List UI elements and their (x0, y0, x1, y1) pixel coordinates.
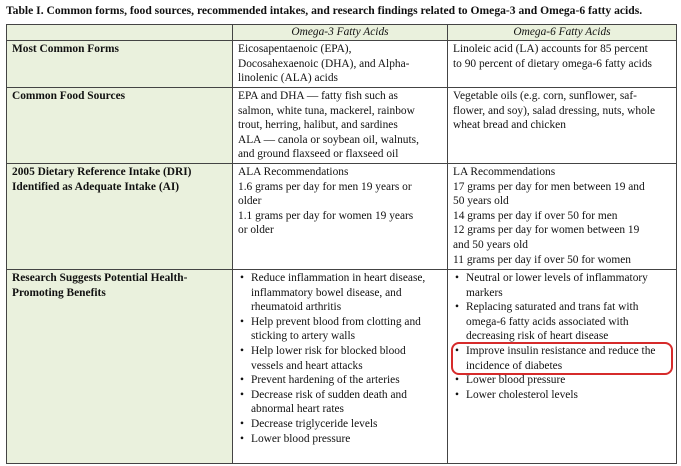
row-food-sources (7, 88, 677, 164)
row-label (7, 88, 233, 164)
cell-text-line: ALA Recommendations (238, 166, 349, 178)
benefit-bullet-item (238, 373, 442, 388)
cell-text-line: EPA and DHA — fatty fish such as (238, 90, 398, 102)
bullet-text-line: • Decrease risk of sudden death and (251, 388, 407, 401)
cell-text-line: 50 years old (453, 195, 509, 208)
row-label (7, 270, 233, 464)
cell-text-line: Common Food Sources (12, 90, 126, 102)
header-omega3: Omega-3 Fatty Acids (233, 25, 448, 41)
omega6-cell (448, 164, 677, 270)
bullet-text-line: • Prevent hardening of the arteries (251, 374, 400, 387)
benefit-bullet-item (238, 271, 442, 315)
cell-text-line: ALA — canola or soybean oil, walnuts, (238, 133, 419, 146)
bullet-text-line: • Decrease triglyceride levels (251, 417, 378, 430)
row-common-forms (7, 41, 677, 88)
benefit-bullet-item (238, 315, 442, 344)
cell-text-line: Docosahexaenoic (DHA), and Alpha- (238, 57, 410, 70)
cell-text-line: and 50 years old (453, 238, 528, 251)
cell-text-line: Research Suggests Potential Health- (12, 272, 188, 284)
bullet-text-line: • Help lower risk for blocked blood (251, 344, 406, 357)
cell-text-line: and ground flaxseed or flaxseed oil (238, 148, 399, 161)
cell-text-line: LA Recommendations (453, 166, 556, 178)
benefit-bullet-item (453, 271, 671, 300)
cell-text-line: to 90 percent of dietary omega-6 fatty acids (453, 57, 652, 70)
bullet-text-line: incidence of diabetes (466, 359, 563, 372)
benefit-bullet-item (453, 373, 671, 388)
omega6-cell (448, 270, 677, 464)
benefit-bullet-item (238, 432, 442, 447)
cell-text-line: 1.6 grams per day for men 19 years or (238, 180, 412, 193)
omega-fatty-acids-table (6, 24, 677, 464)
header-blank (7, 25, 233, 41)
cell-text-line: flower, and soy), salad dressing, nuts, whole (453, 104, 656, 117)
benefit-bullet-item (238, 344, 442, 373)
cell-text-line: Most Common Forms (12, 43, 119, 55)
table-header-row (7, 25, 677, 41)
cell-text-line: Linoleic acid (LA) accounts for 85 percent (453, 43, 648, 55)
omega3-cell (233, 88, 448, 164)
bullet-text-line: • Lower blood pressure (466, 374, 566, 387)
cell-text-line: Vegetable oils (e.g. corn, sunflower, saf- (453, 90, 637, 102)
row-label (7, 164, 233, 270)
benefit-bullet-item (238, 417, 442, 432)
bullet-text-line: • Improve insulin resistance and reduce the (466, 344, 656, 357)
bullet-text-line: markers (466, 286, 503, 299)
omega6-cell (448, 88, 677, 164)
cell-text-line: linolenic (ALA) acids (238, 72, 338, 85)
cell-text-line: 12 grams per day for women between 19 (453, 224, 640, 237)
bullet-text-line: inflammatory bowel disease, and (251, 286, 402, 299)
benefit-bullet-item (238, 388, 442, 417)
bullet-text-line: omega-6 fatty acids associated with (466, 315, 629, 328)
cell-text-line: salmon, white tuna, mackerel, rainbow (238, 104, 415, 117)
cell-text-line: 11 grams per day if over 50 for women (453, 253, 631, 266)
omega3-benefits-list (238, 271, 442, 446)
bullet-text-line: sticking to artery walls (251, 330, 356, 343)
row-dri (7, 164, 677, 270)
bullet-text-line: abnormal heart rates (251, 403, 344, 416)
row-label (7, 41, 233, 88)
cell-text-line: 1.1 grams per day for women 19 years (238, 209, 414, 222)
bullet-text-line: • Lower blood pressure (251, 432, 351, 445)
header-omega6: Omega-6 Fatty Acids (448, 25, 677, 41)
bullet-text-line: • Help prevent blood from clotting and (251, 315, 421, 328)
omega3-cell (233, 41, 448, 88)
row-health-benefits (7, 270, 677, 464)
benefit-bullet-item (453, 300, 671, 344)
cell-text-line: Eicosapentaenoic (EPA), (238, 43, 352, 55)
omega3-cell (233, 164, 448, 270)
bullet-text-line: rheumatoid arthritis (251, 301, 342, 314)
cell-text-line: trout, herring, halibut, and sardines (238, 119, 398, 132)
cell-text-line: Identified as Adequate Intake (AI) (12, 180, 180, 193)
bullet-text-line: • Reduce inflammation in heart disease, (251, 272, 426, 284)
bullet-text-line: vessels and heart attacks (251, 359, 363, 372)
omega3-cell (233, 270, 448, 464)
bullet-text-line: decreasing risk of heart disease (466, 330, 609, 343)
cell-text-line: Promoting Benefits (12, 286, 106, 299)
omega6-cell (448, 41, 677, 88)
cell-text-line: 14 grams per day if over 50 for men (453, 209, 618, 222)
cell-text-line: 17 grams per day for men between 19 and (453, 180, 645, 193)
table-caption: Table I. Common forms, food sources, recommended intakes, and research findings related to Omega-3 and Omega-6 fatty acids. (6, 4, 643, 17)
benefit-bullet-item (453, 388, 671, 403)
bullet-text-line: • Neutral or lower levels of inflammatory (466, 272, 648, 284)
cell-text-line: or older (238, 224, 274, 237)
bullet-text-line: • Lower cholesterol levels (466, 388, 578, 401)
omega6-benefits-list (453, 271, 671, 402)
cell-text-line: 2005 Dietary Reference Intake (DRI) (12, 166, 192, 178)
cell-text-line: wheat bread and chicken (453, 119, 566, 132)
bullet-text-line: • Replacing saturated and trans fat with (466, 301, 639, 314)
highlighted-benefit-item (453, 344, 671, 373)
cell-text-line: older (238, 195, 262, 208)
